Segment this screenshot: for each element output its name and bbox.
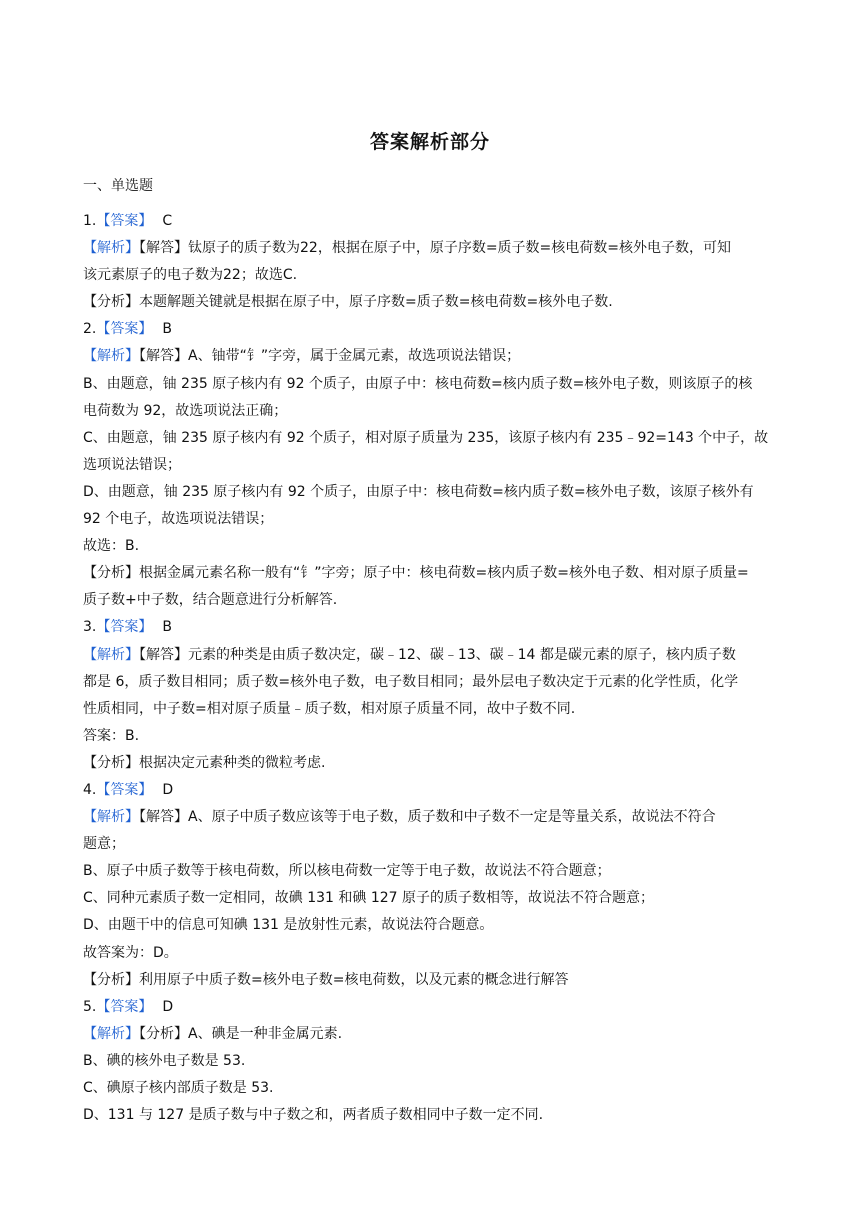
answer-tag: 【答案】 bbox=[96, 998, 153, 1015]
explanation-text: 选项说法错误； bbox=[83, 456, 181, 473]
question-block bbox=[83, 208, 783, 316]
explanation-line bbox=[83, 1048, 783, 1075]
explanation-line bbox=[83, 940, 783, 967]
explanation-line bbox=[83, 858, 783, 885]
question-number: 3. bbox=[83, 619, 97, 636]
explanation-text: 题意； bbox=[83, 836, 125, 853]
explanation-line bbox=[83, 831, 783, 858]
section-heading: 一、单选题 bbox=[83, 178, 153, 194]
analysis-tag: 【解析】 bbox=[83, 240, 139, 257]
explanation-text: 【解答】A、铀带“钅”字旁，属于金属元素，故选项说法错误； bbox=[139, 348, 521, 365]
question-block bbox=[83, 777, 783, 994]
explanation-text: B、原子中质子数等于核电荷数，所以核电荷数一定等于电子数，故说法不符合题意； bbox=[83, 863, 611, 880]
explanation-line bbox=[83, 1102, 783, 1129]
analysis-tag: 【解析】 bbox=[83, 348, 139, 365]
explanation-text: 【分析】利用原子中质子数=核外电子数=核电荷数，以及元素的概念进行解答 bbox=[83, 971, 569, 988]
question-block bbox=[83, 614, 783, 777]
explanation-text: 【解答】钛原子的质子数为22，根据在原子中，原子序数=质子数=核电荷数=核外电子数，可知 bbox=[139, 240, 732, 257]
question-block bbox=[83, 316, 783, 614]
answer-tag: 【答案】 bbox=[96, 781, 153, 798]
explanation-text: D、131 与 127 是质子数与中子数之和，两者质子数相同中子数一定不同. bbox=[83, 1107, 544, 1124]
explanation-line bbox=[83, 1075, 783, 1102]
explanation-text: 电荷数为 92，故选项说法正确； bbox=[83, 402, 288, 419]
answer-choice: D bbox=[162, 781, 174, 798]
explanation-text: 【解答】A、原子中质子数应该等于电子数，质子数和中子数不一定是等量关系，故说法不符合 bbox=[139, 809, 716, 826]
analysis-line bbox=[83, 804, 783, 831]
explanation-text: 答案：B. bbox=[83, 727, 140, 744]
answer-line bbox=[83, 316, 783, 343]
answer-list bbox=[83, 208, 783, 1129]
explanation-text: 故选：B. bbox=[83, 538, 140, 555]
explanation-line bbox=[83, 506, 783, 533]
explanation-text: 该元素原子的电子数为22；故选C. bbox=[83, 267, 298, 284]
explanation-text: B、碘的核外电子数是 53. bbox=[83, 1052, 246, 1069]
explanation-line bbox=[83, 723, 783, 750]
explanation-text: D、由题意，铀 235 原子核内有 92 个质子，由原子中：核电荷数=核内质子数=核外电子数，该原子核外有 bbox=[83, 483, 754, 500]
explanation-line bbox=[83, 425, 783, 452]
explanation-text: C、同种元素质子数一定相同，故碘 131 和碘 127 原子的质子数相等，故说法不符合题意； bbox=[83, 890, 655, 907]
explanation-text: 【解答】元素的种类是由质子数决定，碳﹣12、碳﹣13、碳﹣14 都是碳元素的原子，核内质子数 bbox=[139, 646, 736, 663]
question-number: 5. bbox=[83, 998, 97, 1015]
explanation-line bbox=[83, 533, 783, 560]
explanation-text: D、由题干中的信息可知碘 131 是放射性元素，故说法符合题意。 bbox=[83, 917, 494, 934]
explanation-line bbox=[83, 371, 783, 398]
answer-line bbox=[83, 614, 783, 641]
explanation-text: 【分析】根据决定元素种类的微粒考虑. bbox=[83, 754, 326, 771]
explanation-text: B、由题意，铀 235 原子核内有 92 个质子，由原子中：核电荷数=核内质子数=核外电子数，则该原子的核 bbox=[83, 375, 753, 392]
answer-line bbox=[83, 994, 783, 1021]
explanation-line bbox=[83, 560, 783, 587]
explanation-line bbox=[83, 398, 783, 425]
explanation-line bbox=[83, 262, 783, 289]
answer-choice: C bbox=[162, 213, 173, 229]
answer-choice: B bbox=[162, 619, 172, 636]
explanation-line bbox=[83, 479, 783, 506]
explanation-text: 【分析】根据金属元素名称一般有“钅”字旁；原子中：核电荷数=核内质子数=核外电子数、相对原子质量= bbox=[83, 565, 749, 582]
explanation-text: C、碘原子核内部质子数是 53. bbox=[83, 1080, 274, 1096]
analysis-tag: 【解析】 bbox=[83, 646, 139, 663]
question-block bbox=[83, 994, 783, 1129]
explanation-text: 【分析】本题解题关键就是根据在原子中，原子序数=质子数=核电荷数=核外电子数. bbox=[83, 294, 613, 311]
explanation-line bbox=[83, 587, 783, 614]
answer-tag: 【答案】 bbox=[96, 213, 153, 229]
analysis-line bbox=[83, 1021, 783, 1048]
explanation-text: 92 个电子，故选项说法错误； bbox=[83, 511, 274, 528]
answer-line bbox=[83, 208, 783, 235]
answer-choice: B bbox=[162, 321, 172, 338]
analysis-tag: 【解析】 bbox=[83, 1025, 139, 1042]
explanation-text: C、由题意，铀 235 原子核内有 92 个质子，相对原子质量为 235，该原子核内有 235﹣92=143 个中子，故 bbox=[83, 429, 769, 446]
question-number: 2. bbox=[83, 321, 97, 338]
answer-line bbox=[83, 777, 783, 804]
explanation-line bbox=[83, 885, 783, 912]
explanation-line bbox=[83, 750, 783, 777]
answer-tag: 【答案】 bbox=[96, 321, 153, 338]
analysis-tag: 【解析】 bbox=[83, 809, 139, 826]
analysis-line bbox=[83, 343, 783, 370]
explanation-text: 性质相同，中子数=相对原子质量﹣质子数，相对原子质量不同，故中子数不同. bbox=[83, 700, 576, 717]
explanation-text: 质子数+中子数，结合题意进行分析解答. bbox=[83, 592, 338, 609]
question-number: 4. bbox=[83, 781, 97, 798]
explanation-line bbox=[83, 967, 783, 994]
explanation-text: 都是 6，质子数目相同；质子数=核外电子数，电子数目相同；最外层电子数决定于元素的化学性质，化学 bbox=[83, 673, 739, 690]
explanation-line bbox=[83, 912, 783, 939]
question-number: 1. bbox=[83, 213, 97, 229]
answer-tag: 【答案】 bbox=[96, 619, 153, 636]
analysis-line bbox=[83, 235, 783, 262]
explanation-line bbox=[83, 289, 783, 316]
explanation-line bbox=[83, 669, 783, 696]
analysis-line bbox=[83, 642, 783, 669]
explanation-line bbox=[83, 452, 783, 479]
explanation-text: 【分析】A、碘是一种非金属元素. bbox=[139, 1025, 343, 1042]
page-title: 答案解析部分 bbox=[369, 131, 490, 153]
explanation-line bbox=[83, 696, 783, 723]
explanation-text: 故答案为：D。 bbox=[83, 944, 178, 961]
answer-choice: D bbox=[162, 998, 174, 1015]
